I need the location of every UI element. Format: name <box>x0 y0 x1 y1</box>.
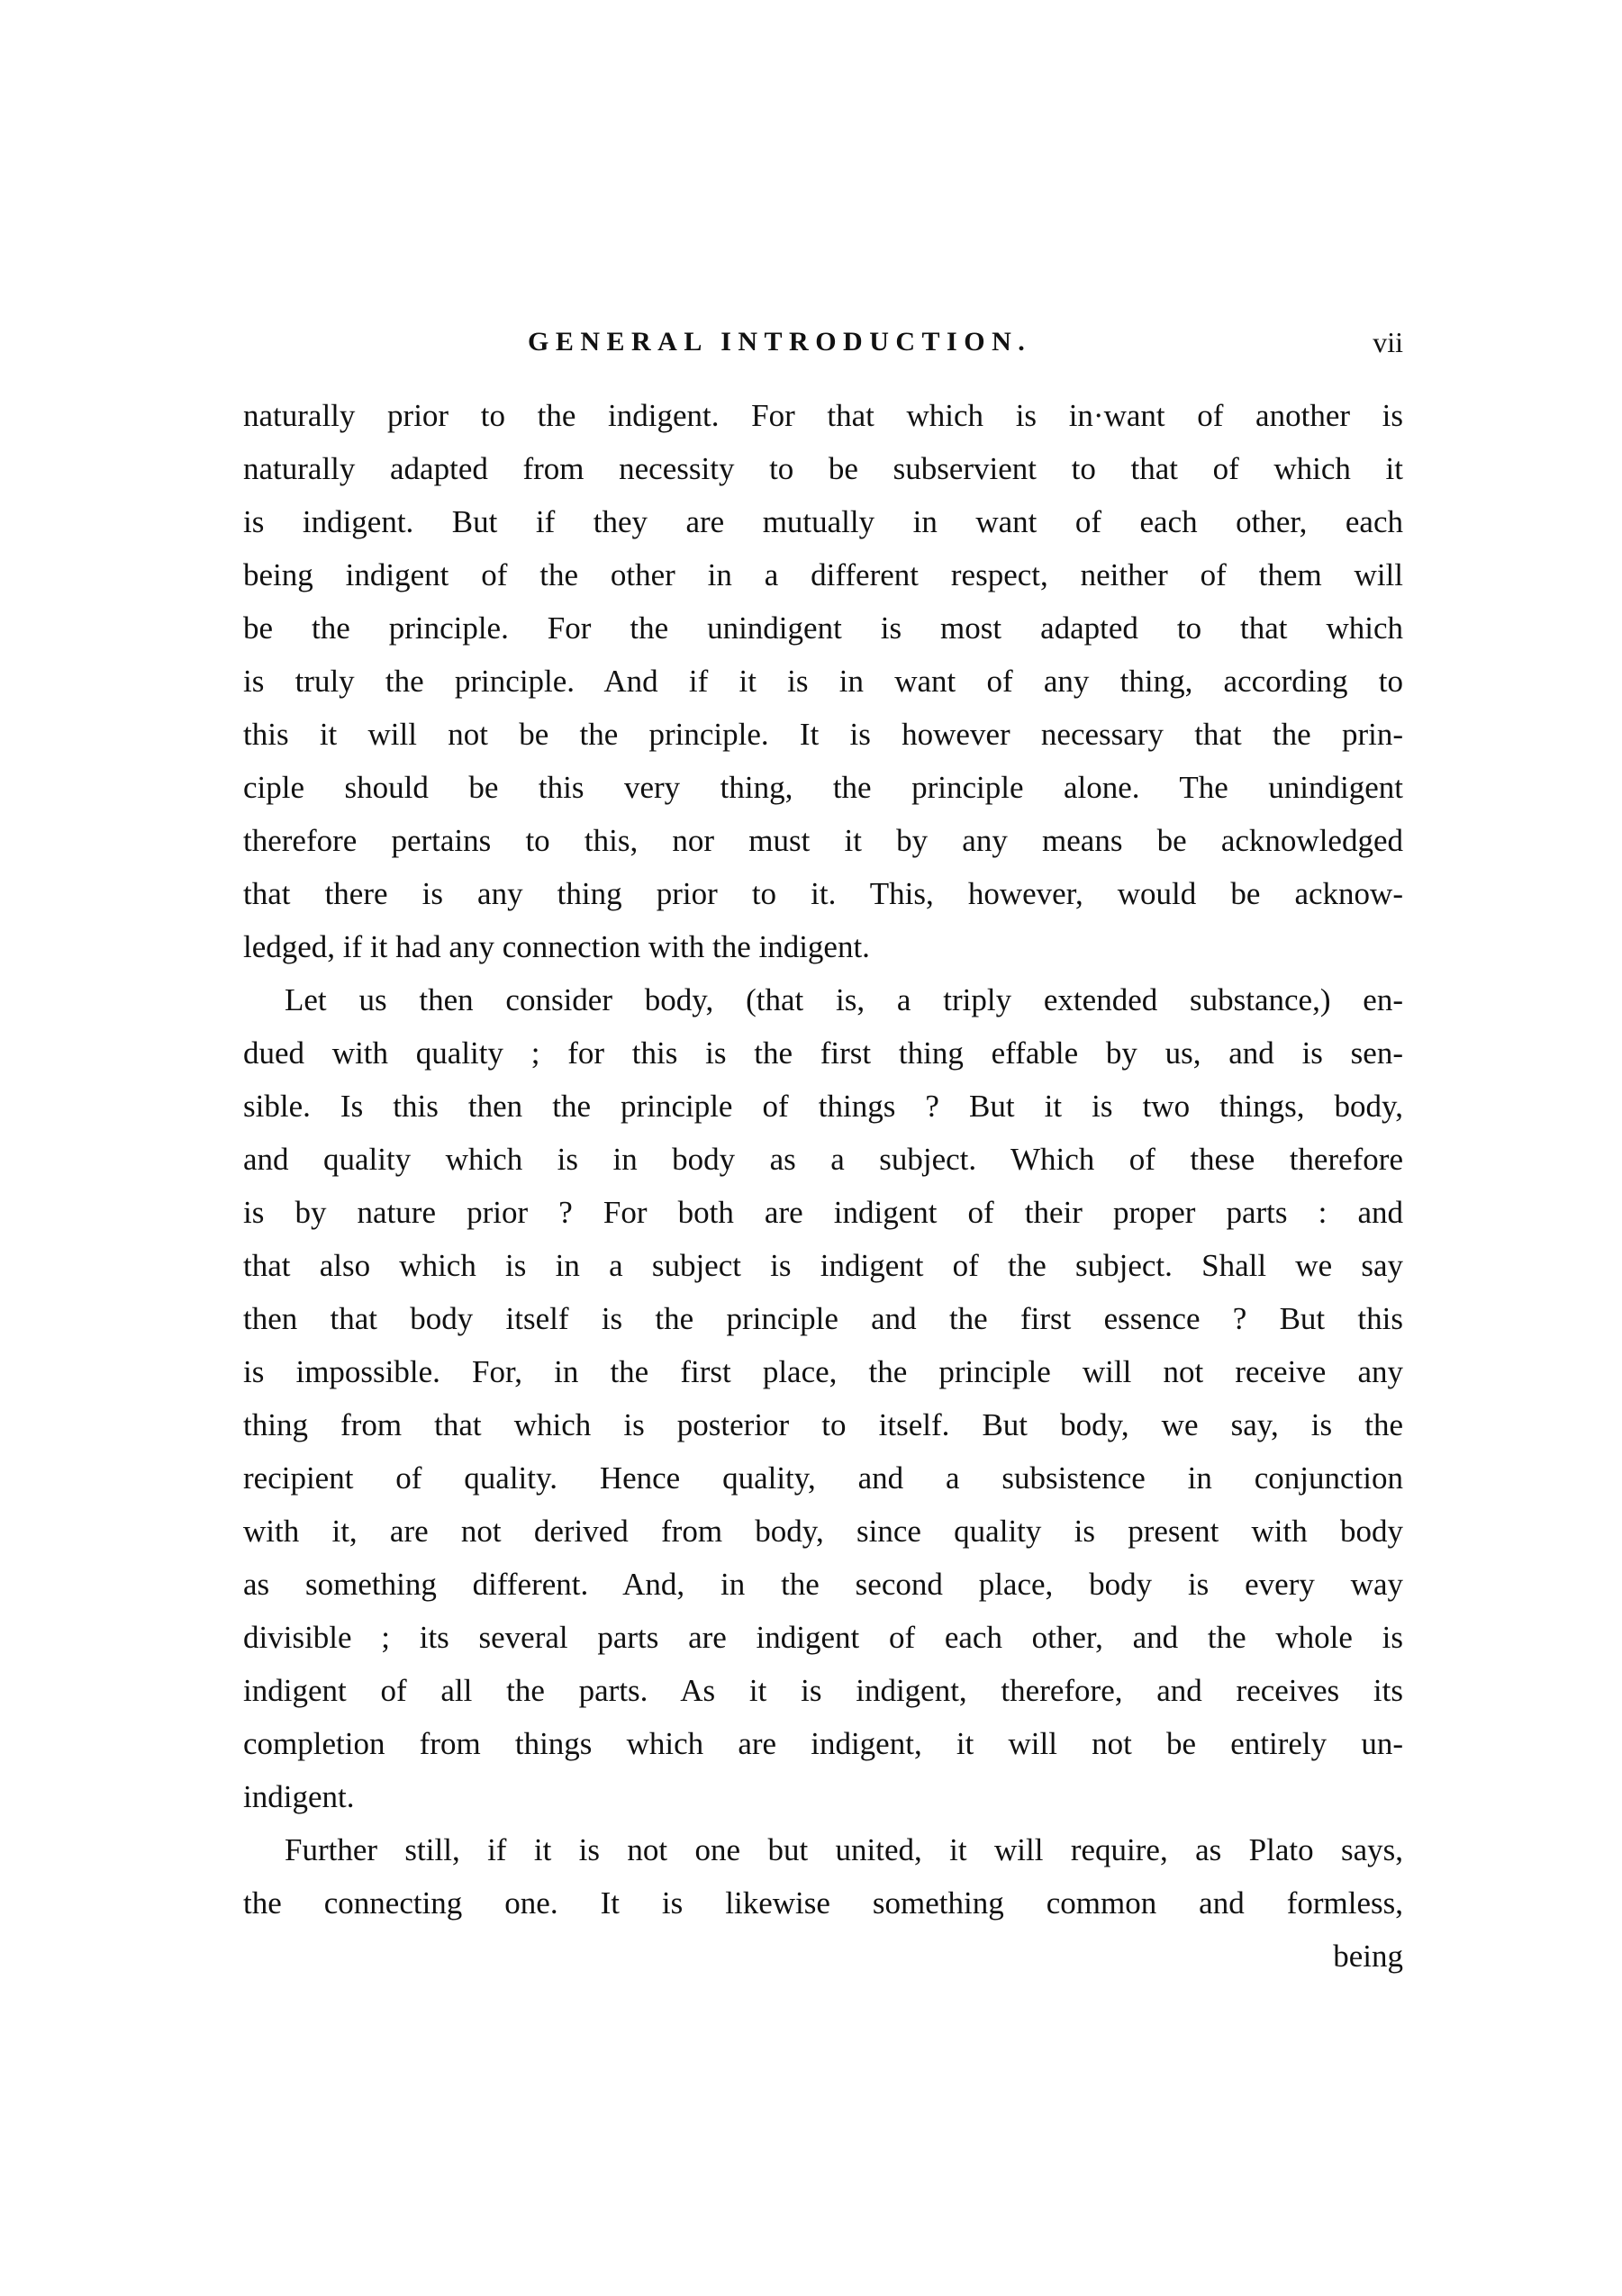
text-line: is truly the principle. And if it is in want of any thing, according to <box>243 664 1403 699</box>
page-number: vii <box>1373 326 1403 358</box>
text-line: being indigent of the other in a different respect, neither of them will <box>243 557 1403 592</box>
text-line: dued with quality ; for this is the first thing effable by us, and is sen- <box>243 1035 1403 1071</box>
text-line: sible. Is this then the principle of things ? But it is two things, body, <box>243 1089 1403 1124</box>
text-line: Let us then consider body, (that is, a triply extended substance,) en- <box>285 982 1403 1017</box>
text-line: with it, are not derived from body, since quality is present with body <box>243 1514 1403 1549</box>
catchword: being <box>1333 1939 1403 1974</box>
text-line: naturally prior to the indigent. For that which is in·want of another is <box>243 398 1403 433</box>
text-line: therefore pertains to this, nor must it by any means be acknowledged <box>243 823 1403 858</box>
text-line: is by nature prior ? For both are indigent of their proper parts : and <box>243 1195 1403 1230</box>
text-line: indigent of all the parts. As it is indigent, therefore, and receives its <box>243 1673 1403 1708</box>
text-line: then that body itself is the principle and the first essence ? But this <box>243 1301 1403 1336</box>
running-head-title: GENERAL INTRODUCTION. <box>528 327 1032 357</box>
text-line: that there is any thing prior to it. This, however, would be acknow- <box>243 876 1403 911</box>
text-line: recipient of quality. Hence quality, and a subsistence in conjunction <box>243 1460 1403 1496</box>
running-head <box>0 321 1622 364</box>
text-line: the connecting one. It is likewise something common and formless, <box>243 1885 1403 1921</box>
text-line: that also which is in a subject is indigent of the subject. Shall we say <box>243 1248 1403 1283</box>
text-line: ciple should be this very thing, the principle alone. The unindigent <box>243 770 1403 805</box>
text-line: as something different. And, in the second place, body is every way <box>243 1567 1403 1602</box>
text-line: divisible ; its several parts are indigent of each other, and the whole is <box>243 1620 1403 1655</box>
text-line: is impossible. For, in the first place, the principle will not receive any <box>243 1354 1403 1389</box>
text-line: be the principle. For the unindigent is most adapted to that which <box>243 610 1403 646</box>
text-line: and quality which is in body as a subject. Which of these therefore <box>243 1142 1403 1177</box>
text-line: naturally adapted from necessity to be subservient to that of which it <box>243 451 1403 486</box>
text-line: Further still, if it is not one but united, it will require, as Plato says, <box>285 1832 1403 1867</box>
text-line: is indigent. But if they are mutually in want of each other, each <box>243 504 1403 539</box>
text-line: this it will not be the principle. It is however necessary that the prin- <box>243 717 1403 752</box>
paragraph <box>243 973 1403 1823</box>
paragraph <box>243 389 1403 973</box>
text-line: completion from things which are indigent, it will not be entirely un- <box>243 1726 1403 1761</box>
body-text <box>243 389 1403 1983</box>
text-line: ledged, if it had any connection with the indigent. <box>243 929 870 964</box>
paragraph <box>243 1823 1403 1930</box>
text-line: thing from that which is posterior to itself. But body, we say, is the <box>243 1407 1403 1442</box>
text-line: indigent. <box>243 1779 355 1814</box>
